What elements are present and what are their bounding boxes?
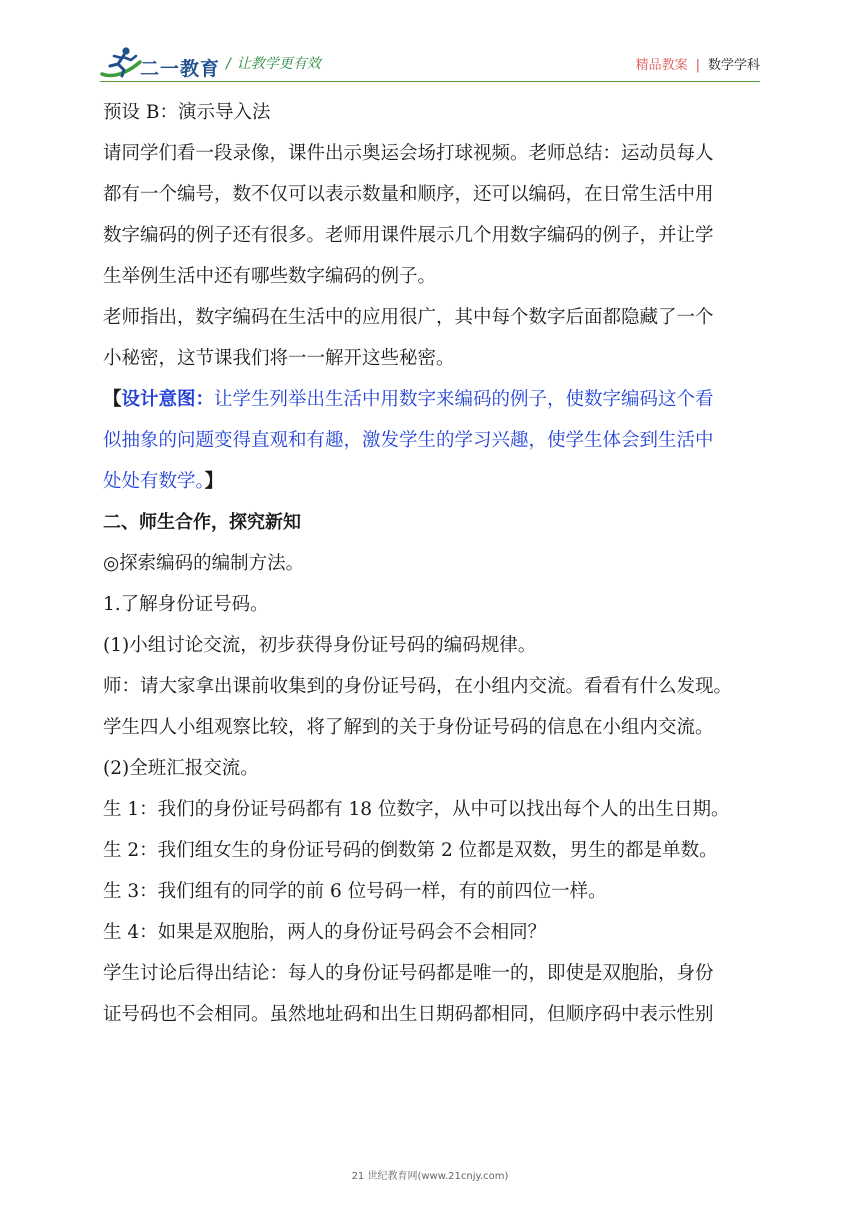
paragraph-line: 生 1：我们的身份证号码都有 18 位数字，从中可以找出每个人的出生日期。 — [103, 799, 730, 820]
paragraph-line: (1)小组讨论交流，初步获得身份证号码的编码规律。 — [103, 635, 537, 656]
slogan-text: 让教学更有效 — [236, 56, 321, 72]
paragraph-line: 学生讨论后得出结论：每人的身份证号码都是唯一的，即使是双胞胎，身份 — [103, 963, 714, 984]
document-body — [103, 92, 763, 1035]
slogan-separator: / — [226, 56, 231, 72]
paragraph-line: 小秘密，这节课我们将一一解开这些秘密。 — [103, 348, 455, 369]
tag-separator: | — [695, 58, 700, 73]
design-intent-line: 似抽象的问题变得直观和有趣，激发学生的学习兴趣，使学生体会到生活中 — [103, 430, 714, 451]
paragraph-line: 生 2：我们组女生的身份证号码的倒数第 2 位都是双数，男生的都是单数。 — [103, 840, 718, 861]
design-intent-line — [103, 379, 763, 420]
logo-text: 二一教育 — [140, 58, 221, 80]
page-footer: 21 世纪教育网(www.21cnjy.com) — [351, 1171, 509, 1182]
design-intent-text: 处处有数学。 — [103, 471, 205, 492]
paragraph-line: ◎探索编码的编制方法。 — [103, 553, 305, 574]
paragraph-line: 学生四人小组观察比较，将了解到的关于身份证号码的信息在小组内交流。 — [103, 717, 714, 738]
paragraph-line: 都有一个编号，数不仅可以表示数量和顺序，还可以编码，在日常生活中用 — [103, 184, 714, 205]
paragraph-line: 生举例生活中还有哪些数字编码的例子。 — [103, 266, 437, 287]
section-heading: 二、师生合作，探究新知 — [103, 512, 301, 533]
paragraph-line: 1.了解身份证号码。 — [103, 594, 269, 615]
logo — [100, 44, 220, 84]
subject-tag: 数学学科 — [707, 58, 760, 73]
paragraph-line: (2)全班汇报交流。 — [103, 758, 259, 779]
page-header — [0, 0, 860, 90]
paragraph-line: 师：请大家拿出课前收集到的身份证号码，在小组内交流。看看有什么发现。 — [103, 676, 733, 697]
open-bracket: 【 — [103, 389, 122, 410]
close-bracket: 】 — [204, 471, 224, 492]
design-intent-text: 让学生列举出生活中用数字来编码的例子，使数字编码这个看 — [214, 389, 714, 410]
quality-tag: 精品教案 — [635, 58, 688, 73]
paragraph-line: 证号码也不会相同。虽然地址码和出生日期码都相同，但顺序码中表示性别 — [103, 1004, 714, 1025]
paragraph-line: 数字编码的例子还有很多。老师用课件展示几个用数字编码的例子，并让学 — [103, 225, 714, 246]
runner-logo-icon — [100, 44, 144, 80]
slogan — [226, 53, 321, 73]
paragraph-line: 生 3：我们组有的同学的前 6 位号码一样，有的前四位一样。 — [103, 881, 607, 902]
paragraph-line: 老师指出，数字编码在生活中的应用很广，其中每个数字后面都隐藏了一个 — [103, 307, 714, 328]
paragraph-line: 请同学们看一段录像，课件出示奥运会场打球视频。老师总结：运动员每人 — [103, 143, 714, 164]
header-divider — [100, 81, 760, 82]
paragraph-line: 生 4：如果是双胞胎，两人的身份证号码会不会相同？ — [103, 922, 547, 943]
paragraph-line: 预设 B：演示导入法 — [103, 102, 271, 123]
design-intent-label: 设计意图： — [121, 389, 215, 410]
header-tags — [636, 54, 760, 73]
design-intent-line — [103, 461, 763, 502]
